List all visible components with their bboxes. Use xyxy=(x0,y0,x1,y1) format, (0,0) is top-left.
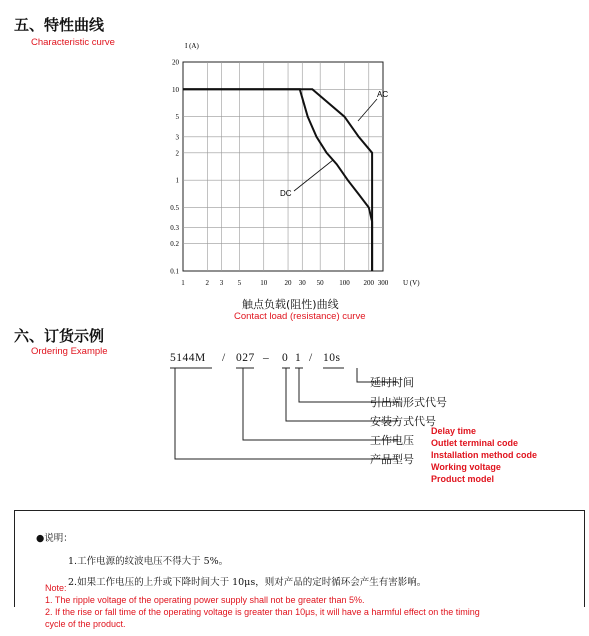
section6-subtitle: Ordering Example xyxy=(31,346,108,357)
y-tick-label: 1 xyxy=(175,176,179,185)
x-tick-label: 2 xyxy=(205,279,210,287)
x-tick-label: 1 xyxy=(181,279,185,287)
order-part-install: 0 xyxy=(282,352,289,364)
x-tick-label: 30 xyxy=(298,279,306,287)
order-part-slash: / xyxy=(222,352,226,364)
section5-title: 五、特性曲线 xyxy=(14,16,105,34)
x-tick-label: 5 xyxy=(237,279,242,287)
note-en-1: 1. The ripple voltage of the operating power supply shall not be greater than 5%. xyxy=(45,595,365,605)
chart-subtitle: Contact load (resistance) curve xyxy=(234,311,366,322)
x-tick-label: 100 xyxy=(339,279,350,287)
x-tick-label: 20 xyxy=(284,279,292,287)
y-tick-label: 0.5 xyxy=(170,204,179,213)
label-voltage-cn: 工作电压 xyxy=(370,434,414,447)
note-cn-2: 2.如果工作电压的上升或下降时间大于 10μs，则对产品的定时循环会产生有害影响。 xyxy=(68,577,427,588)
order-part-model: 5144M xyxy=(170,352,206,364)
order-part-voltage: 027 xyxy=(236,352,255,364)
label-install-cn: 安装方式代号 xyxy=(370,415,436,428)
y-tick-label: 10 xyxy=(172,85,179,94)
label-model-cn: 产品型号 xyxy=(370,453,414,466)
x-tick-label: 10 xyxy=(260,279,268,287)
label-delay-cn: 延时时间 xyxy=(370,376,414,389)
x-tick-label: 300 xyxy=(377,279,389,287)
y-tick-label: 5 xyxy=(175,113,179,122)
annotation-dc: DC xyxy=(280,189,292,198)
x-tick-label: 3 xyxy=(219,279,224,287)
annotation-ac: AC xyxy=(377,90,389,99)
y-tick-label: 2 xyxy=(175,149,179,158)
y-tick-label: 0.2 xyxy=(170,240,179,249)
note-en-heading: Note: xyxy=(45,583,67,593)
label-delay-en: Delay time xyxy=(431,426,477,436)
label-install-en: Installation method code xyxy=(431,450,538,460)
x-tick-label: 50 xyxy=(316,279,324,287)
label-model-en: Product model xyxy=(431,474,495,484)
y-axis-label: I (A) xyxy=(185,42,199,50)
y-tick-label: 20 xyxy=(172,58,179,67)
order-part-dash: – xyxy=(263,352,270,364)
y-tick-label: 3 xyxy=(175,133,179,142)
label-terminal-cn: 引出端形式代号 xyxy=(370,396,447,409)
note-en-3: cycle of the product. xyxy=(45,619,126,629)
y-tick-label: 0.1 xyxy=(170,267,179,276)
order-part-terminal: 1 xyxy=(295,352,302,364)
x-tick-label: 200 xyxy=(363,279,375,287)
order-part-delay: 10s xyxy=(323,352,341,364)
section6-title: 六、订货示例 xyxy=(14,327,105,345)
y-tick-label: 0.3 xyxy=(170,224,179,233)
label-voltage-en: Working voltage xyxy=(431,462,501,472)
x-axis-label: U (V) xyxy=(403,279,420,287)
section5-subtitle: Characteristic curve xyxy=(31,37,115,48)
order-part-slash-2: / xyxy=(309,352,313,364)
chart-title: 触点负载(阻性)曲线 xyxy=(242,298,339,311)
notes-heading: ●说明： xyxy=(36,533,73,544)
note-en-2: 2. If the rise or fall time of the operating voltage is greater than 10μs, it will have a harmful effect on the timing xyxy=(45,607,480,617)
note-cn-1: 1.工作电源的纹波电压不得大于 5%。 xyxy=(68,556,229,567)
label-terminal-en: Outlet terminal code xyxy=(431,438,519,448)
